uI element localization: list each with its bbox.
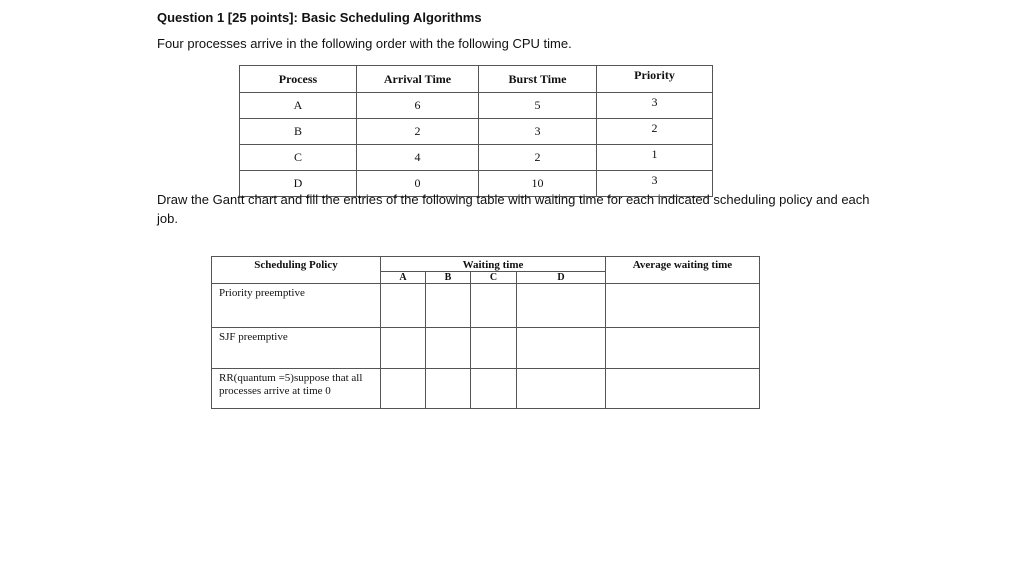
waiting-cell-d[interactable] [517, 328, 606, 369]
arrival-time: 6 [357, 93, 479, 119]
question-intro: Four processes arrive in the following order with the following CPU time. [157, 36, 572, 51]
header-job-b: B [426, 272, 471, 284]
table-row [240, 119, 713, 145]
process-table-header [240, 66, 713, 93]
process-name: C [240, 145, 357, 171]
waiting-cell-b[interactable] [426, 284, 471, 328]
header-scheduling-policy: Scheduling Policy [212, 257, 381, 284]
waiting-cell-b[interactable] [426, 328, 471, 369]
header-burst-time: Burst Time [479, 66, 597, 93]
average-waiting-cell[interactable] [606, 328, 760, 369]
process-name: A [240, 93, 357, 119]
question-title: Question 1 [25 points]: Basic Scheduling Algorithms [157, 10, 482, 25]
table-row [212, 284, 760, 328]
waiting-cell-b[interactable] [426, 369, 471, 409]
header-job-a: A [381, 272, 426, 284]
table-row [240, 93, 713, 119]
header-priority: Priority [597, 66, 713, 93]
waiting-cell-d[interactable] [517, 284, 606, 328]
header-process: Process [240, 66, 357, 93]
average-waiting-cell[interactable] [606, 284, 760, 328]
header-job-d: D [517, 272, 606, 284]
priority: 3 [597, 171, 713, 197]
header-waiting-time: Waiting time [381, 257, 606, 272]
waiting-cell-c[interactable] [471, 369, 517, 409]
waiting-cell-a[interactable] [381, 284, 426, 328]
priority: 1 [597, 145, 713, 171]
waiting-cell-c[interactable] [471, 284, 517, 328]
average-waiting-cell[interactable] [606, 369, 760, 409]
burst-time: 10 [479, 171, 597, 197]
process-table [239, 65, 713, 197]
schedule-table-header [212, 257, 760, 272]
waiting-cell-c[interactable] [471, 328, 517, 369]
header-average-waiting-time: Average waiting time [606, 257, 760, 284]
table-row [240, 145, 713, 171]
priority: 3 [597, 93, 713, 119]
question-instructions: Draw the Gantt chart and fill the entries of the following table with waiting time for each indicated scheduling policy and each job. [157, 192, 870, 226]
table-row [212, 369, 760, 409]
process-name: D [240, 171, 357, 197]
waiting-cell-d[interactable] [517, 369, 606, 409]
policy-name: RR(quantum =5)suppose that all processes arrive at time 0 [212, 369, 381, 409]
process-name: B [240, 119, 357, 145]
arrival-time: 2 [357, 119, 479, 145]
policy-name: Priority preemptive [212, 284, 381, 328]
table-row [212, 328, 760, 369]
arrival-time: 4 [357, 145, 479, 171]
waiting-time-table [211, 256, 760, 409]
header-job-c: C [471, 272, 517, 284]
burst-time: 5 [479, 93, 597, 119]
waiting-cell-a[interactable] [381, 328, 426, 369]
arrival-time: 0 [357, 171, 479, 197]
header-arrival-time: Arrival Time [357, 66, 479, 93]
waiting-cell-a[interactable] [381, 369, 426, 409]
burst-time: 2 [479, 145, 597, 171]
priority: 2 [597, 119, 713, 145]
burst-time: 3 [479, 119, 597, 145]
policy-name: SJF preemptive [212, 328, 381, 369]
